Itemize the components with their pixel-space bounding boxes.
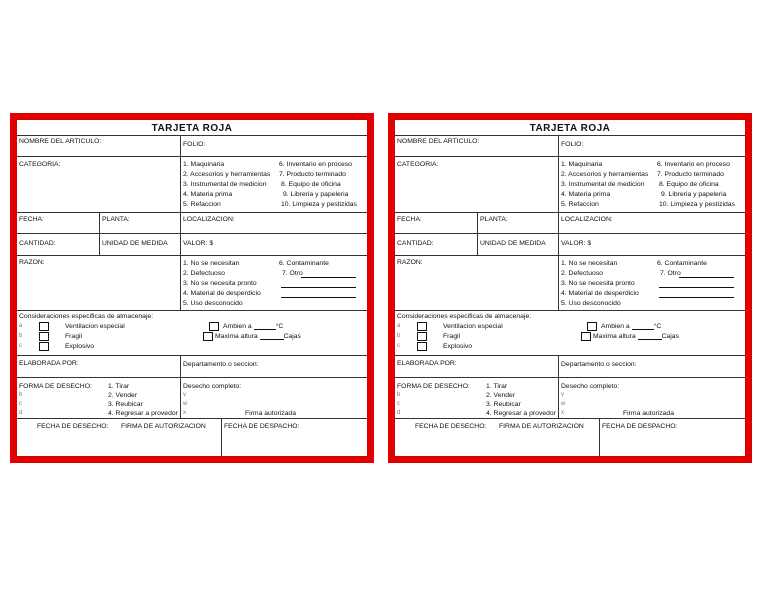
unidad-cell[interactable] [477,234,558,255]
desecho-option[interactable]: 2. Vender [108,392,138,399]
departamento-label: Departamento o seccion: [561,361,637,368]
departamento-label: Departamento o seccion: [183,361,259,368]
desecho-completo-label: Desecho completo: [183,383,242,390]
categoria-option[interactable]: 5. Refaccion [561,201,599,208]
categoria-options [558,157,745,212]
row-fechas [395,419,745,456]
desecho-option[interactable]: 1. Tirar [108,383,130,390]
categoria-option[interactable]: 2. Accesorios y herramientas [183,171,271,178]
planta-label: PLANTA: [102,216,130,223]
fragil-checkbox[interactable] [39,332,49,341]
localizacion-label: LOCALIZACION: [183,216,235,223]
desecho-completo-cell[interactable] [180,378,367,418]
altura-checkbox[interactable] [203,332,213,341]
razon-option[interactable]: 6. Contaminante [657,260,707,267]
card-content [17,120,367,456]
unidad-medida-label: UNIDAD DE MEDIDA [480,240,546,247]
row-fechas [17,419,367,456]
razon-option[interactable]: 1. No se necesitan [183,260,240,267]
categoria-option[interactable]: 10. Limpieza y pestizidas [659,201,735,208]
grados-text: °C [275,323,284,330]
categoria-option[interactable]: 4. Materia prima [183,191,233,198]
razon-option[interactable]: 7. Otro [660,270,681,277]
mark-c: c [19,401,22,407]
row-categoria [17,157,367,213]
categoria-option[interactable]: 3. Instrumental de medicion [561,181,645,188]
mark-a: a [397,323,401,329]
categoria-option[interactable]: 4. Materia prima [561,191,611,198]
row-fecha-planta [395,213,745,234]
fecha-label: FECHA: [19,216,44,223]
desecho-option[interactable]: 4. Regresar a provedor [108,410,178,417]
razon-option[interactable]: 1. No se necesitan [561,260,618,267]
mark-c: c [19,343,22,349]
razon-option[interactable]: 4. Material de desperdicio [183,290,261,297]
mark-w: w [183,401,188,407]
row-consideraciones [17,311,367,356]
row-desecho [395,378,745,419]
desecho-completo-cell[interactable] [558,378,745,418]
card-title: TARJETA ROJA [17,123,367,136]
otro-line[interactable] [659,287,734,288]
razon-options [180,256,367,310]
planta-cell[interactable] [477,213,558,233]
razon-option[interactable]: 3. No se necesita pronto [561,280,635,287]
explosivo-label: Explosivo [443,343,473,350]
planta-label: PLANTA: [480,216,508,223]
categoria-option[interactable]: 5. Refaccion [183,201,221,208]
desecho-completo-label: Desecho completo: [561,383,620,390]
cantidad-label: CANTIDAD: [397,240,434,247]
row-categoria [395,157,745,213]
ventilacion-checkbox[interactable] [39,322,49,331]
mark-c: c [397,401,400,407]
fecha-despacho-cell[interactable] [599,419,745,456]
valor-label: VALOR: $ [183,240,214,247]
ventilacion-checkbox[interactable] [417,322,427,331]
mark-v: v [183,392,186,398]
razon-option[interactable]: 4. Material de desperdicio [561,290,639,297]
categoria-option[interactable]: 9. Libreria y papeleria [283,191,349,198]
altura-checkbox[interactable] [581,332,591,341]
folio-cell[interactable] [180,136,367,156]
altura-line[interactable] [638,339,662,340]
nombre-articulo-label: NOMBRE DEL ARTICULO: [19,138,102,145]
otro-line[interactable] [679,277,734,278]
otro-line[interactable] [281,297,356,298]
razon-option[interactable]: 7. Otro [282,270,303,277]
mark-c: c [397,343,400,349]
card-title: TARJETA ROJA [395,123,745,136]
categoria-option[interactable]: 6. Inventario en proceso [657,161,730,168]
card-content [395,120,745,456]
explosivo-checkbox[interactable] [39,342,49,351]
row-nombre-folio [17,136,367,157]
ventilacion-label: Ventilacion especial [443,323,503,330]
altura-line[interactable] [260,339,284,340]
desecho-option[interactable]: 1. Tirar [486,383,508,390]
razon-label: RAZON: [19,259,45,266]
row-razon [395,256,745,311]
razon-options [558,256,745,310]
firma-autorizada-label: Firma autorizada [245,410,296,417]
consideraciones-label: Consideraciones especificas de almacenaje: [397,313,532,320]
otro-line[interactable] [301,277,356,278]
fragil-checkbox[interactable] [417,332,427,341]
forma-desecho-label: FORMA DE DESECHO: [19,383,92,390]
categoria-option[interactable]: 7. Producto terminado [279,171,346,178]
mark-b: b [19,392,23,398]
localizacion-label: LOCALIZACION: [561,216,613,223]
mark-w: w [561,401,566,407]
consideraciones-label: Consideraciones especificas de almacenaje: [19,313,154,320]
categoria-option[interactable]: 1. Maquinaria [561,161,603,168]
mark-d: d [19,410,23,416]
ambiente-checkbox[interactable] [209,322,219,331]
row-cantidad [395,234,745,256]
categoria-label: CATEGORIA: [19,161,61,168]
razon-option[interactable]: 3. No se necesita pronto [183,280,257,287]
row-consideraciones [395,311,745,356]
fecha-despacho-cell[interactable] [221,419,367,456]
folio-label: FOLIO: [561,141,584,148]
categoria-option[interactable]: 2. Accesorios y herramientas [561,171,649,178]
row-razon [17,256,367,311]
razon-label: RAZON: [397,259,423,266]
categoria-option[interactable]: 9. Libreria y papeleria [661,191,727,198]
altura-label [593,333,679,340]
razon-option[interactable]: 6. Contaminante [279,260,329,267]
unidad-medida-label: UNIDAD DE MEDIDA [102,240,168,247]
fecha-despacho-label: FECHA DE DESPACHO: [224,423,300,430]
mark-b: b [397,333,401,339]
folio-cell[interactable] [558,136,745,156]
mark-b: b [19,333,23,339]
departamento-cell[interactable] [180,356,367,377]
ambiente-label [223,323,283,330]
departamento-cell[interactable] [558,356,745,377]
categoria-option[interactable]: 1. Maquinaria [183,161,225,168]
row-nombre-folio [395,136,745,157]
ambiente-text: Ambien a [601,323,630,330]
altura-text: Maxima altura [593,333,636,340]
razon-option[interactable]: 2. Defectuoso [183,270,225,277]
cajas-text: Cajas [661,333,679,340]
localizacion-cell[interactable] [180,213,367,233]
fragil-label: Fragil [65,333,82,340]
firma-autorizacion-label: FIRMA DE AUTORIZACION [121,423,206,430]
ambiente-checkbox[interactable] [587,322,597,331]
desecho-option[interactable]: 3. Reubicar [486,401,521,408]
altura-label [215,333,301,340]
fragil-label: Fragil [443,333,460,340]
valor-label: VALOR: $ [561,240,592,247]
mark-a: a [19,323,23,329]
row-fecha-planta [17,213,367,234]
ambiente-line[interactable] [632,329,654,330]
razon-option[interactable]: 2. Defectuoso [561,270,603,277]
fecha-label: FECHA: [397,216,422,223]
ambiente-line[interactable] [254,329,276,330]
desecho-option[interactable]: 4. Regresar a provedor [486,410,556,417]
categoria-option[interactable]: 6. Inventario en proceso [279,161,352,168]
desecho-option[interactable]: 2. Vender [486,392,516,399]
row-elaborada [395,356,745,378]
categoria-label: CATEGORIA: [397,161,439,168]
folio-label: FOLIO: [183,141,206,148]
explosivo-label: Explosivo [65,343,95,350]
unidad-cell[interactable] [99,234,180,255]
mark-x: x [183,410,186,416]
razon-option[interactable]: 5. Uso desconocido [183,300,243,307]
explosivo-checkbox[interactable] [417,342,427,351]
red-tag-card-left [10,113,374,463]
altura-text: Maxima altura [215,333,258,340]
categoria-option[interactable]: 3. Instrumental de medicion [183,181,267,188]
planta-cell[interactable] [99,213,180,233]
categoria-option[interactable]: 8. Equipo de oficina [659,181,719,188]
firma-autorizacion-label: FIRMA DE AUTORIZACION [499,423,584,430]
row-desecho [17,378,367,419]
nombre-articulo-label: NOMBRE DEL ARTICULO: [397,138,480,145]
mark-b: b [397,392,401,398]
grados-text: °C [653,323,662,330]
otro-line[interactable] [659,297,734,298]
categoria-options [180,157,367,212]
fecha-desecho-label: FECHA DE DESECHO: [37,423,109,430]
categoria-option[interactable]: 7. Producto terminado [657,171,724,178]
firma-autorizada-label: Firma autorizada [623,410,674,417]
forma-desecho-label: FORMA DE DESECHO: [397,383,470,390]
valor-cell[interactable] [180,234,367,255]
ventilacion-label: Ventilacion especial [65,323,125,330]
red-tag-card-right [388,113,752,463]
ambiente-label [601,323,661,330]
fecha-desecho-label: FECHA DE DESECHO: [415,423,487,430]
row-elaborada [17,356,367,378]
elaborada-label: ELABORADA POR: [19,360,79,367]
cantidad-label: CANTIDAD: [19,240,56,247]
valor-cell[interactable] [558,234,745,255]
mark-d: d [397,410,401,416]
mark-x: x [561,410,564,416]
desecho-option[interactable]: 3. Reubicar [108,401,143,408]
razon-option[interactable]: 5. Uso desconocido [561,300,621,307]
categoria-option[interactable]: 8. Equipo de oficina [281,181,341,188]
ambiente-text: Ambien a [223,323,252,330]
row-cantidad [17,234,367,256]
mark-v: v [561,392,564,398]
elaborada-label: ELABORADA POR: [397,360,457,367]
cajas-text: Cajas [283,333,301,340]
localizacion-cell[interactable] [558,213,745,233]
otro-line[interactable] [281,287,356,288]
categoria-option[interactable]: 10. Limpieza y pestizidas [281,201,357,208]
fecha-despacho-label: FECHA DE DESPACHO: [602,423,678,430]
